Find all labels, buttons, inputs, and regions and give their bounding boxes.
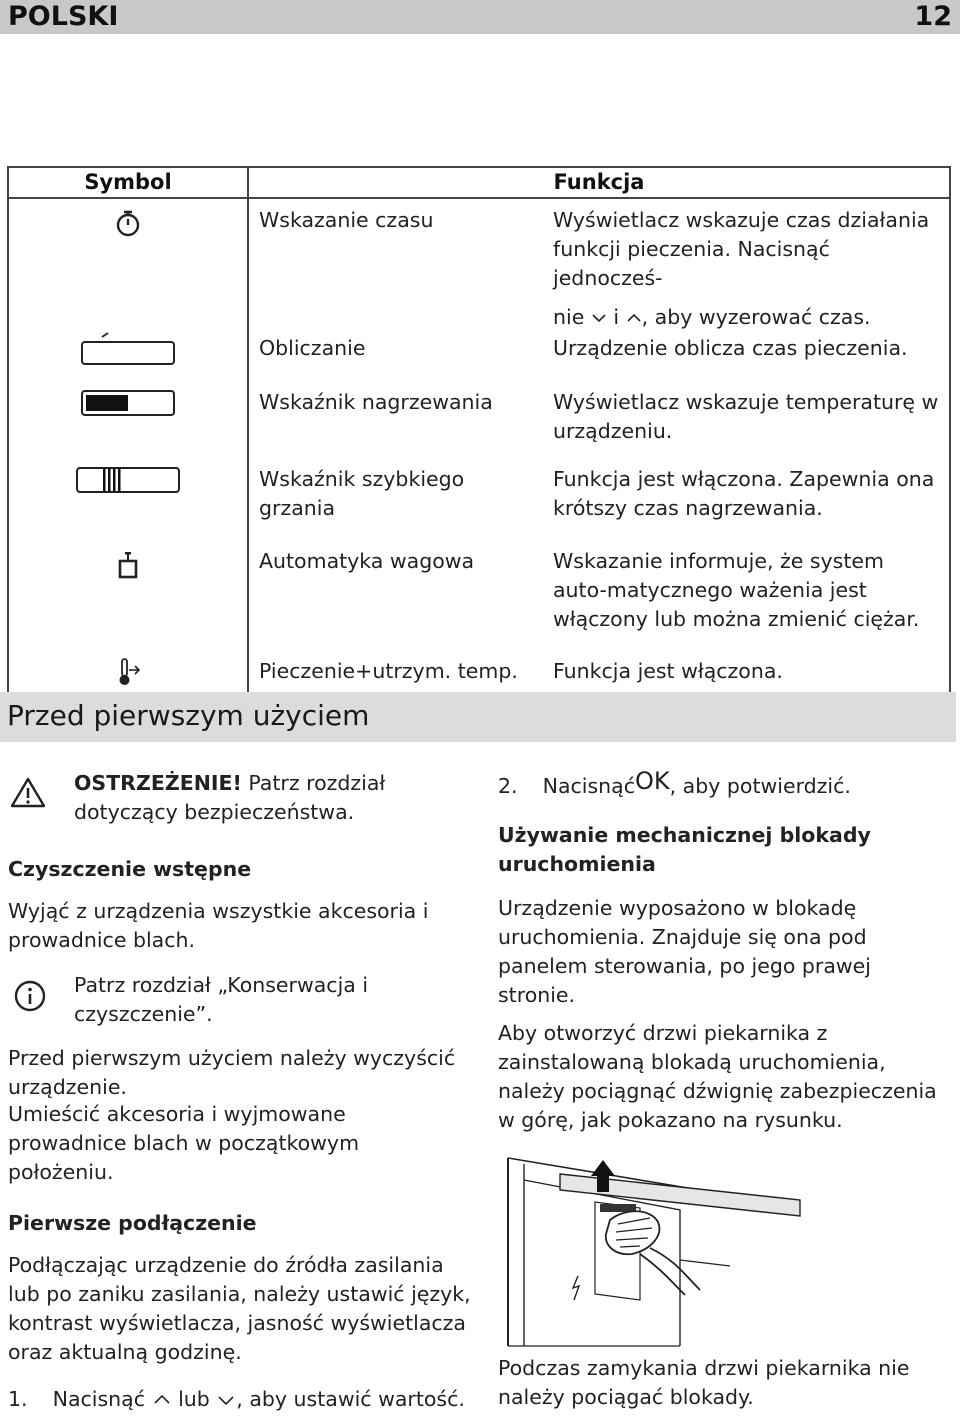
warning-icon xyxy=(10,776,46,808)
table-row xyxy=(8,387,950,461)
symbol-desc: Funkcja jest włączona. Zapewnia ona krótszy czas nagrzewania. xyxy=(543,461,950,541)
ok-button-glyph: OK xyxy=(635,767,670,795)
symbol-cell xyxy=(8,332,248,387)
table-header-row xyxy=(8,167,950,198)
function-column-header: Funkcja xyxy=(248,167,950,198)
paragraph-lock-location: Urządzenie wyposażono w blokadę uruchomienia. Znajduje się ona pod panelem sterowania, po jego prawej stronie. xyxy=(498,896,871,1007)
step-1: 1. Nacisnąć lub , aby ustawić wartość. xyxy=(8,1387,465,1411)
section-title: Przed pierwszym użyciem xyxy=(7,699,370,732)
symbol-name: Wskazanie czasu xyxy=(248,198,543,332)
symbol-name: Wskaźnik szybkiego grzania xyxy=(248,461,543,541)
chevron-up-icon xyxy=(626,311,642,325)
page-number: 12 xyxy=(914,1,952,32)
info-icon xyxy=(13,979,47,1013)
chevron-down-icon xyxy=(591,311,607,325)
step-2-number: 2. xyxy=(498,774,518,798)
table-row xyxy=(8,332,950,387)
step-1-number: 1. xyxy=(8,1387,28,1411)
header-bar xyxy=(0,0,960,34)
warning-label: OSTRZEŻENIE! xyxy=(74,771,242,795)
symbol-desc: Funkcja jest włączona. xyxy=(543,654,950,713)
weight-icon xyxy=(115,550,141,580)
symbol-name: Automatyka wagowa xyxy=(248,541,543,654)
info-text: Patrz rozdział „Konserwacja i czyszczenie”. xyxy=(74,973,369,1026)
symbol-table xyxy=(7,166,951,714)
symbol-name: Wskaźnik nagrzewania xyxy=(248,387,543,461)
symbol-desc: Wyświetlacz wskazuje czas działania funkcji pieczenia. Nacisnąć jednocześ- nie i , aby wyzerować czas. xyxy=(543,198,950,332)
chevron-up-icon xyxy=(152,1392,172,1408)
symbol-cell xyxy=(8,387,248,461)
paragraph-clean-before-use: Przed pierwszym użyciem należy wyczyścić urządzenie. xyxy=(8,1046,456,1099)
paragraph-remove-accessories: Wyjąć z urządzenia wszystkie akcesoria i prowadnice blach. xyxy=(8,899,429,952)
fast-heat-up-indicator-icon xyxy=(73,465,183,495)
paragraph-place-accessories: Umieścić akcesoria i wyjmowane prowadnice blach w początkowym położeniu. xyxy=(8,1102,360,1184)
heading-first-connection: Pierwsze podłączenie xyxy=(8,1211,257,1235)
door-lock-illustration xyxy=(500,1150,940,1350)
warning-text: Patrz rozdział dotyczący bezpieczeństwa. xyxy=(74,771,386,824)
language-label: POLSKI xyxy=(8,1,119,32)
computation-bar-icon xyxy=(78,332,178,366)
symbol-name: Obliczanie xyxy=(248,332,543,387)
symbol-cell xyxy=(8,541,248,654)
timer-icon xyxy=(114,208,142,238)
illustration-caption: Podczas zamykania drzwi piekarnika nie należy pociągać blokady. xyxy=(498,1356,910,1409)
symbol-cell xyxy=(8,198,248,332)
heading-mechanical-lock: Używanie mechanicznej blokady uruchomienia xyxy=(498,823,871,876)
table-row xyxy=(8,541,950,654)
thermometer-hold-icon xyxy=(113,656,143,688)
heading-initial-cleaning: Czyszczenie wstępne xyxy=(8,857,252,881)
chevron-down-icon xyxy=(216,1392,236,1408)
warning-block xyxy=(74,769,434,827)
heat-up-indicator-icon xyxy=(78,387,178,419)
step-2: 2. NacisnąćOK, aby potwierdzić. xyxy=(498,767,851,798)
paragraph-first-connection: Podłączając urządzenie do źródła zasilania lub po zaniku zasilania, należy ustawić język, kontrast wyświetlacza, jasność wyświetlacza oraz aktualną godzinę. xyxy=(8,1253,471,1364)
symbol-desc: Wyświetlacz wskazuje temperaturę w urządzeniu. xyxy=(543,387,950,461)
symbol-desc: Wskazanie informuje, że system auto-matycznego ważenia jest włączony lub można zmienić ciężar. xyxy=(543,541,950,654)
table-row xyxy=(8,461,950,541)
paragraph-open-door: Aby otworzyć drzwi piekarnika z zainstalowaną blokadą uruchomienia, należy pociągnąć dźwignię zabezpieczenia w górę, jak pokazano na rysunku. xyxy=(498,1021,937,1132)
symbol-column-header: Symbol xyxy=(8,167,248,198)
symbol-name: Pieczenie+utrzym. temp. xyxy=(248,654,543,713)
table-row xyxy=(8,198,950,332)
symbol-desc: Urządzenie oblicza czas pieczenia. xyxy=(543,332,950,387)
symbol-cell xyxy=(8,461,248,541)
